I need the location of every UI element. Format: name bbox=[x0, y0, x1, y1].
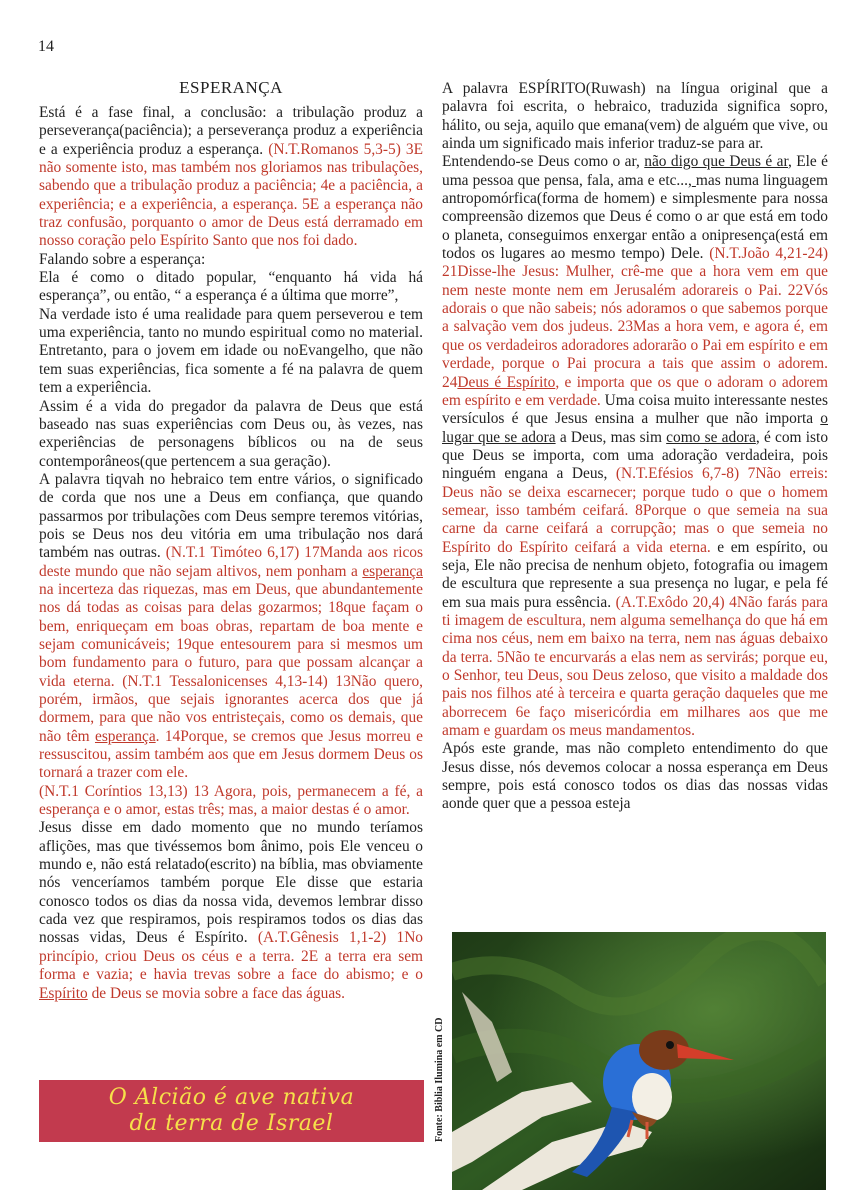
genesis-text-a: (A.T.Gênesis 1,1-2) 1No princípio, criou Deus os céus e a terra. 2E a terra era sem forma e vazia; e havia trevas sobre a face do abismo; e o bbox=[39, 929, 424, 984]
photo-credit-text: Fonte: Biblia Ilumina em CD bbox=[434, 1017, 445, 1142]
bible-quote-corintios: (N.T.1 Coríntios 13,13) 13 Agora, pois, permanecem a fé, a esperança e o amor, estas três; mas, a maior destas é o amor. bbox=[39, 782, 423, 819]
paragraph-espirito: A palavra ESPÍRITO(Ruwash) na língua original que a palavra foi escrita, o hebraico, traduzida significa sopro, hálito, ou seja, aquilo que emana(vem) de alguém que vive, ou ainda um significado mais inferior traduz-se para ar. bbox=[442, 80, 828, 153]
paragraph-conclusao: Após este grande, mas não completo entendimento do que Jesus disse, nós devemos colocar a nossa esperança em Deus sempre, pois está conosco todos os dias das nossas vidas aonde quer que a pessoa esteja bbox=[442, 740, 828, 813]
underlined-como-se-adora: como se adora bbox=[666, 428, 756, 446]
joao-text-b: , e importa que os que o adoram o adorem em espírito e em verdade. bbox=[442, 373, 828, 409]
timoteo-text-a: (N.T.1 Timóteo 6,17) 17Manda aos ricos deste mundo que não sejam altivos, nem ponham a bbox=[39, 544, 423, 580]
underlined-esperanca-1: esperança bbox=[362, 562, 423, 580]
underlined-espirito: Espírito bbox=[39, 984, 88, 1002]
bible-quote-exodo: (A.T.Exôdo 20,4) 4Não farás para ti imagem de escultura, nem alguma semelhança do que há em cima nos céus, nem em baixo na terra, nem nas águas debaixo da terra. 5Não te encurvarás a elas nem as servirás; porque eu, o Senhor, teu Deus, sou Deus zeloso, que visito a maldade dos pais nos filhos até à terceira e quarta geração daqueles que me aborrecem 6e faço misericórdia em milhares aos que me amam e guardam os meus mandamentos. bbox=[442, 593, 829, 740]
entendendo-text-d: Uma coisa muito interessante nestes versículos é que Jesus ensina a mulher que não importa bbox=[442, 391, 828, 428]
bible-quote-timoteo bbox=[39, 544, 423, 781]
tiqvah-text: A palavra tiqvah no hebraico tem entre vários, o significado de corda que nos une a Deus em confiança, que quando passarmos por tribulações com Deus sempre teremos vitórias, pois se Deus nos deu vitória em uma tribulação nos dará também nas outras. bbox=[39, 470, 423, 562]
underlined-esperanca-2: esperança bbox=[94, 727, 156, 745]
kingfisher-photo bbox=[452, 932, 826, 1190]
caption-banner bbox=[39, 1080, 424, 1142]
page-number: 14 bbox=[38, 38, 54, 55]
paragraph-entendendo bbox=[442, 153, 828, 740]
paragraph-falando: Falando sobre a esperança: bbox=[39, 250, 206, 268]
underlined-lugar: o lugar que se adora bbox=[442, 410, 828, 446]
genesis-text-b: de Deus se movia sobre a face das águas. bbox=[87, 984, 346, 1002]
paragraph-pregador: Assim é a vida do pregador da palavra de Deus que está baseado nas suas experiências com Deus ou, às vezes, nas experiências de personagens bíblicos ou na de seus contemporâneos(que pertencem a sua geração). bbox=[39, 397, 423, 470]
underlined-nao-digo: não digo que Deus é ar bbox=[644, 153, 788, 171]
bible-quote-romanos: (N.T.Romanos 5,3-5) 3E não somente isto, mas também nos gloriamos nas tribulações, sabendo que a tribulação produz a paciência; 4e a paciência, a experiência; e a experiência, a esperança. 5E a esperança não traz confusão, porquanto o amor de Deus está derramado em nosso coração pelo Espírito Santo que nos foi dado. bbox=[39, 140, 423, 250]
article-title: ESPERANÇA bbox=[179, 78, 283, 97]
paragraph-ditado: Ela é como o ditado popular, “enquanto há vida há esperança”, ou então, “ a esperança é a última que morre”, bbox=[39, 269, 423, 305]
right-column bbox=[442, 80, 828, 814]
entendendo-text-c: mas numa linguagem antropomórfica(forma de homem) e simplesmente para nossa compreensão dizemos que Deus é como o ar que está em todo o planeta, conseguimos enxergar então a onipresença(está em todos os lugares ao mesmo tempo) Dele. bbox=[442, 171, 828, 263]
bible-quote-efesios: (N.T.Efésios 6,7-8) 7Não erreis: Deus não se deixa escarnecer; porque tudo o que o homem semear, isso também ceifará. 8Porque o que semeia na sua carne da carne ceifará a corrupção; mas o que semeia no Espírito do Espírito ceifará a vida eterna. bbox=[442, 465, 828, 556]
timoteo-text-b: na incerteza das riquezas, mas em Deus, que abundantemente nos dá todas as coisas para delas gozarmos; 18que façam o bem, enriqueçam em boas obras, repartam de boa mente e sejam comunicáveis; 19que entesourem para si mesmos um bom fundamento para o futuro, para que possam alcançar a vida eterna. (N.T.1 Tessalonicenses 4,13-14) 13Não quero, porém, irmãos, que sejais ignorantes acerca dos que já dormem, para que não vos entristeçais, como os demais, que não têm bbox=[39, 580, 423, 745]
caption-line-1: O Alcião é ave nativa bbox=[108, 1085, 355, 1110]
entendendo-text-b: , Ele é uma pessoa que pensa, fala, ama e etc..., bbox=[442, 153, 828, 189]
entendendo-text-f: , é com isto que Deus se importa, com uma adoração verdadeira, pois ninguém engana a Deus, bbox=[442, 428, 829, 483]
tessalonicenses-text-c: . 14Porque, se cremos que Jesus morreu e ressuscitou, assim também aos que em Jesus dormem Deus os tornará a trazer com ele. bbox=[39, 727, 423, 782]
paragraph-realidade: Na verdade isto é uma realidade para quem perseverou e tem uma experiência, tanto no mundo espiritual como no material. Entretanto, para o jovem em idade ou noEvangelho, que não tem suas experiências, fica somente a fé na palavra de quem tem a experiência. bbox=[39, 305, 423, 397]
caption-line-2: da terra de Israel bbox=[129, 1111, 334, 1136]
paragraph-intro bbox=[39, 104, 423, 251]
caption-text bbox=[109, 1085, 354, 1137]
bible-quote-joao bbox=[442, 245, 828, 409]
entendendo-text-a: Entendendo-se Deus como o ar, bbox=[442, 153, 645, 171]
kingfisher-illustration bbox=[452, 932, 826, 1190]
underlined-deus-e-espirito: Deus é Espírito bbox=[457, 373, 556, 391]
left-column bbox=[39, 104, 423, 1003]
jesus-disse-text: Jesus disse em dado momento que no mundo teríamos aflições, mas que tivéssemos bom ânimo, pois Ele venceu o mundo e, não está relatado(escrito) na bíblia, mas obviamente nós venceríamos também porque Ele disse que estaria conosco todos os dias da nossa vida, devemos lembrar disso cada vez que respiramos, pois respiramos todos os dias das nossas vidas, Deus é Espírito. bbox=[39, 819, 423, 947]
entendendo-text-e: a Deus, mas sim bbox=[555, 428, 667, 446]
entendendo-text-g: e em espírito, ou seja, Ele não precisa de nenhum objeto, fotografia ou imagem de escultura que represente a sua presença no lugar, e pela fé em sua mais pura essência. bbox=[442, 538, 828, 611]
photo-credit bbox=[434, 932, 450, 1142]
paragraph-jesus-disse bbox=[39, 819, 423, 1002]
joao-text-a: (N.T.João 4,21-24) 21Disse-lhe Jesus: Mulher, crê-me que a hora vem em que nem neste monte nem em Jerusalém adorareis o Pai. 22Vós adorais o que não sabeis; nós adoramos o que sabemos porque a salvação vem dos judeus. 23Mas a hora vem, e agora é, em que os verdadeiros adoradores adorarão o Pai em espírito e em verdade, porque o Pai procura a tais que assim o adorem. 24 bbox=[442, 245, 829, 391]
paragraph-tiqvah bbox=[39, 471, 423, 783]
intro-text: Está é a fase final, a conclusão: a tribulação produz a perseverança(paciência); a perseverança produz a experiência e a experiência produz a esperança. bbox=[39, 104, 423, 158]
